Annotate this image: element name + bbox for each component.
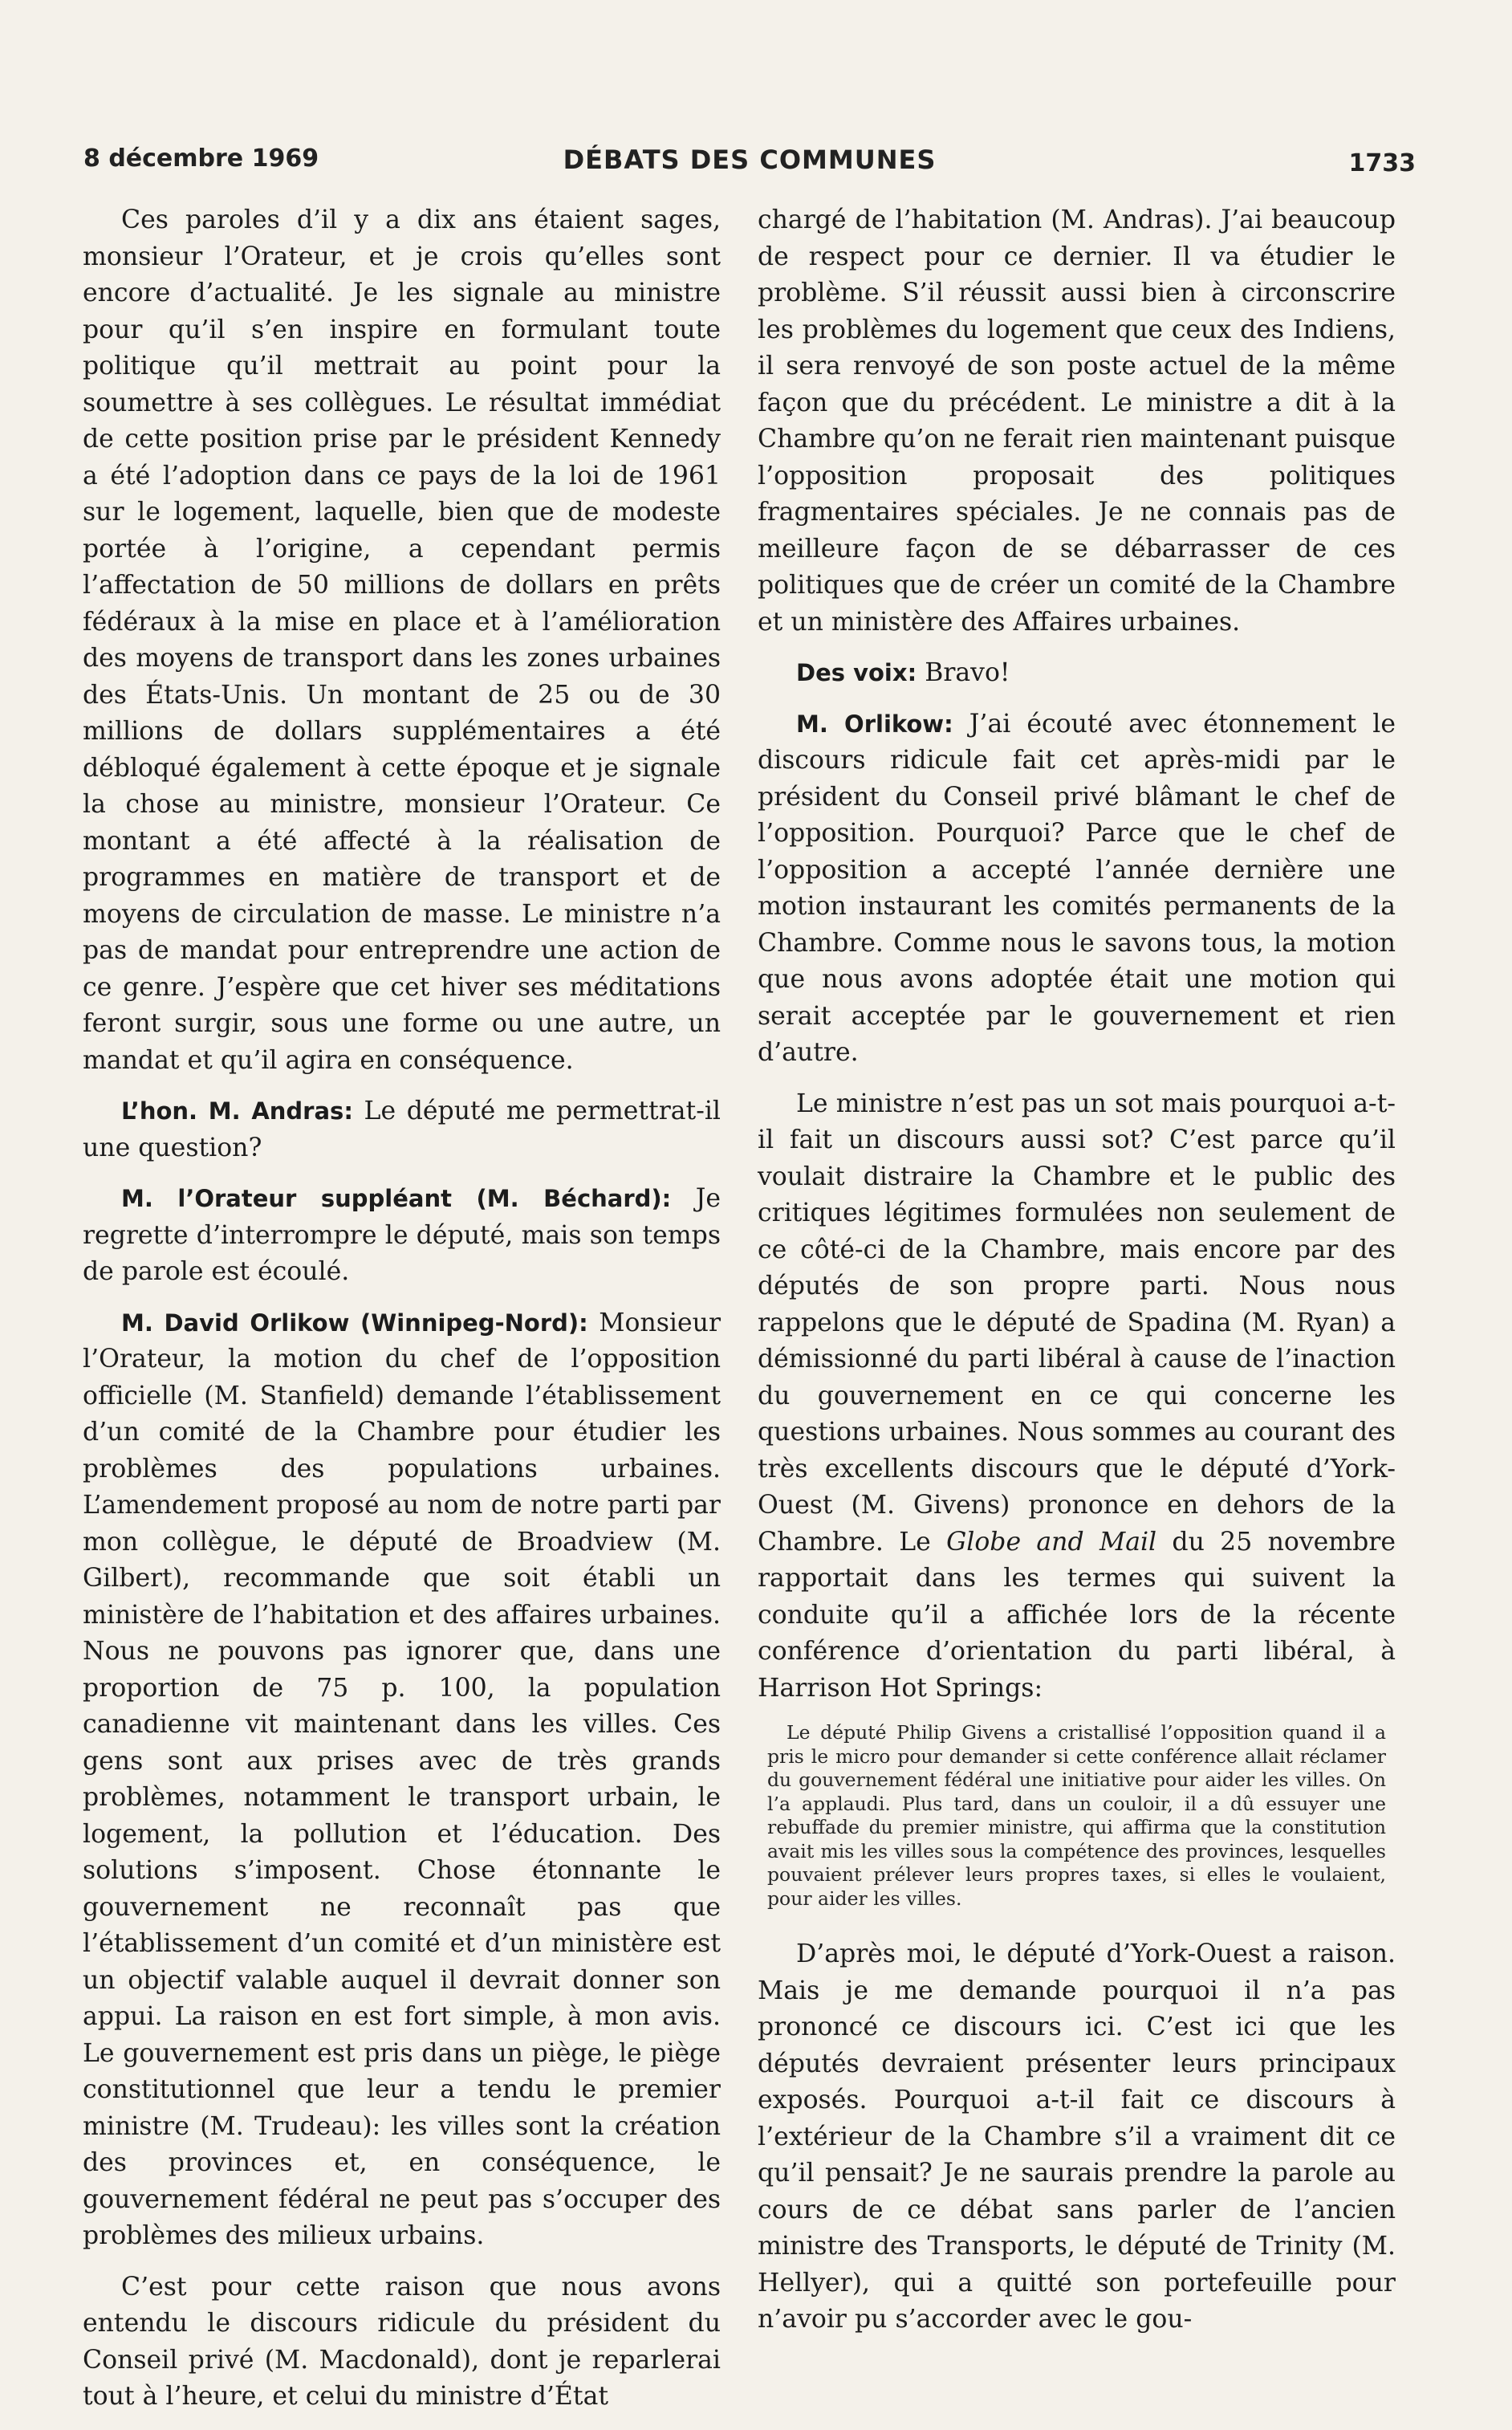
right-column (758, 202, 1396, 2353)
speaker-name: M. Orlikow: (796, 710, 953, 738)
speech-text: Bravo! (925, 658, 1010, 687)
paragraph: chargé de l’habitation (M. Andras). J’ai beaucoup de respect pour ce dernier. Il va étudier le problème. S’il réussit aussi bien à circonscrire les problèmes du logement que ceux des Indiens, il sera renvoyé de son poste actuel de la même façon que du précédent. Le ministre a dit à la Chambre qu’on ne ferait rien maintenant puisque l’opposition proposait des politiques fragmentaires spéciales. Je ne connais pas de meilleure façon de se débarrasser de ces politiques que de créer un comité de la Chambre et un ministère des Affaires urbaines. (758, 206, 1396, 637)
header-title: DÉBATS DES COMMUNES (563, 144, 937, 175)
speech-text: du 25 novembre rapportait dans les termes qui suivent la conduite qu’il a affichée lors de la récente conférence d’orientation du parti libéral, à Harrison Hot Springs: (758, 1527, 1396, 1703)
paragraph (758, 655, 1396, 692)
speech-text: J’ai écouté avec étonnement le discours ridicule fait cet après-midi par le président du Conseil privé blâmant le chef de l’opposition. Pourquoi? Parce que le chef de l’opposition a accepté l’année dernière une motion instaurant les comités permanents de la Chambre. Comme nous le savons tous, la motion que nous avons adoptée était une motion qui serait acceptée par le gouvernement et rien d’autre. (758, 709, 1396, 1067)
quotation: Le député Philip Givens a cristallisé l’opposition quand il a pris le micro pour demander si cette conférence allait réclamer du gouvernement fédéral une initiative pour aider les villes. On l’a applaudi. Plus tard, dans un couloir, il a dû essuyer une rebuffade du premier ministre, qui affirma que la constitution avait mis les villes sous la compétence des provinces, lesquelles pouvaient prélever leurs propres taxes, si elles le voulaient, pour aider les villes. (767, 1721, 1386, 1910)
speaker-name: Des voix: (796, 659, 917, 686)
paragraph: Ces paroles d’il y a dix ans étaient sages, monsieur l’Orateur, et je crois qu’elles sont encore d’actualité. Je les signale au ministre pour qu’il s’en inspire en formulant toute politique qu’il mettrait au point pour la soumettre à ses collègues. Le résultat immédiat de cette position prise par le président Kennedy a été l’adoption dans ce pays de la loi de 1961 sur le logement, laquelle, bien que de modeste portée à l’origine, a cependant permis l’affectation de 50 millions de dollars en prêts fédéraux à la mise en place et à l’amélioration des moyens de transport dans les zones urbaines des États-Unis. Un montant de 25 ou de 30 millions de dollars supplémentaires a été débloqué également à cette époque et je signale la chose au ministre, monsieur l’Orateur. Ce montant a été affecté à la réalisation de programmes en matière de transport et de moyens de circulation de masse. Le ministre n’a pas de mandat pour entreprendre une action de ce genre. J’espère que cet hiver ses méditations feront surgir, sous une forme ou une autre, un mandat et qu’il agira en conséquence. (83, 206, 721, 1075)
paragraph (83, 1305, 721, 2255)
paragraph (83, 1093, 721, 1166)
speech-text: Le député me permettrat-il une question? (83, 1097, 721, 1162)
speaker-name: M. l’Orateur suppléant (M. Béchard): (121, 1185, 672, 1212)
header-date: 8 décembre 1969 (83, 144, 319, 173)
speaker-name: M. David Orlikow (Winnipeg-Nord): (121, 1309, 588, 1337)
page-header (83, 138, 1416, 180)
speech-text: Le ministre n’est pas un sot mais pourquoi a-t-il fait un discours aussi sot? C’est parce qu’il voulait distraire la Chambre et le public des critiques légitimes formulées non seulement de ce côté-ci de la Chambre, mais encore par des députés de son propre parti. Nous nous rappelons que le député de Spadina (M. Ryan) a démissionné du parti libéral à cause de l’inaction du gouvernement en ce qui concerne les questions urbaines. Nous sommes au courant des très excellents discours que le député d’York-Ouest (M. Givens) prononce en dehors de la Chambre. Le (758, 1089, 1396, 1557)
paragraph: D’après moi, le député d’York-Ouest a raison. Mais je me demande pourquoi il n’a pas prononcé ce discours ici. C’est ici que les députés devraient présenter leurs principaux exposés. Pourquoi a-t-il fait ce discours à l’extérieur de la Chambre s’il a vraiment dit ce qu’il pensait? Je ne saurais prendre la parole au cours de ce débat sans parler de l’ancien ministre des Transports, le député de Trinity (M. Hellyer), qui a quitté son portefeuille pour n’avoir pu s’accorder avec le gou- (758, 1940, 1396, 2334)
page-number: 1733 (1348, 149, 1416, 177)
paragraph (83, 1181, 721, 1291)
speech-text: Je regrette d’interrompre le député, mais son temps de parole est écoulé. (83, 1184, 721, 1286)
paragraph (758, 1086, 1396, 1708)
paragraph (758, 706, 1396, 1072)
speaker-name: L’hon. M. Andras: (121, 1097, 353, 1125)
left-column (83, 202, 721, 2430)
paragraph: C’est pour cette raison que nous avons entendu le discours ridicule du président du Conseil privé (M. Macdonald), dont je reparlerai tout à l’heure, et celui du ministre d’État (83, 2272, 721, 2411)
speech-text: Monsieur l’Orateur, la motion du chef de l’opposition officielle (M. Stanfield) demande l’établissement d’un comité de la Chambre pour étudier les problèmes des populations urbaines. L’amendement proposé au nom de notre parti par mon collègue, le député de Broadview (M. Gilbert), recommande que soit établi un ministère de l’habitation et des affaires urbaines. Nous ne pouvons pas ignorer que, dans une proportion de 75 p. 100, la population canadienne vit maintenant dans les villes. Ces gens sont aux prises avec de très grands problèmes, notamment le transport urbain, le logement, la pollution et l’éducation. Des solutions s’imposent. Chose étonnante le gouvernement ne reconnaît pas que l’établissement d’un comité et d’un ministère est un objectif valable auquel il devrait donner son appui. La raison en est fort simple, à mon avis. Le gouvernement est pris dans un piège, le piège constitutionnel que leur a tendu le premier ministre (M. Trudeau): les villes sont la création des provinces et, en conséquence, le gouvernement fédéral ne peut pas s’occuper des problèmes des milieux urbains. (83, 1308, 721, 2250)
newspaper-title: Globe and Mail (946, 1527, 1157, 1557)
